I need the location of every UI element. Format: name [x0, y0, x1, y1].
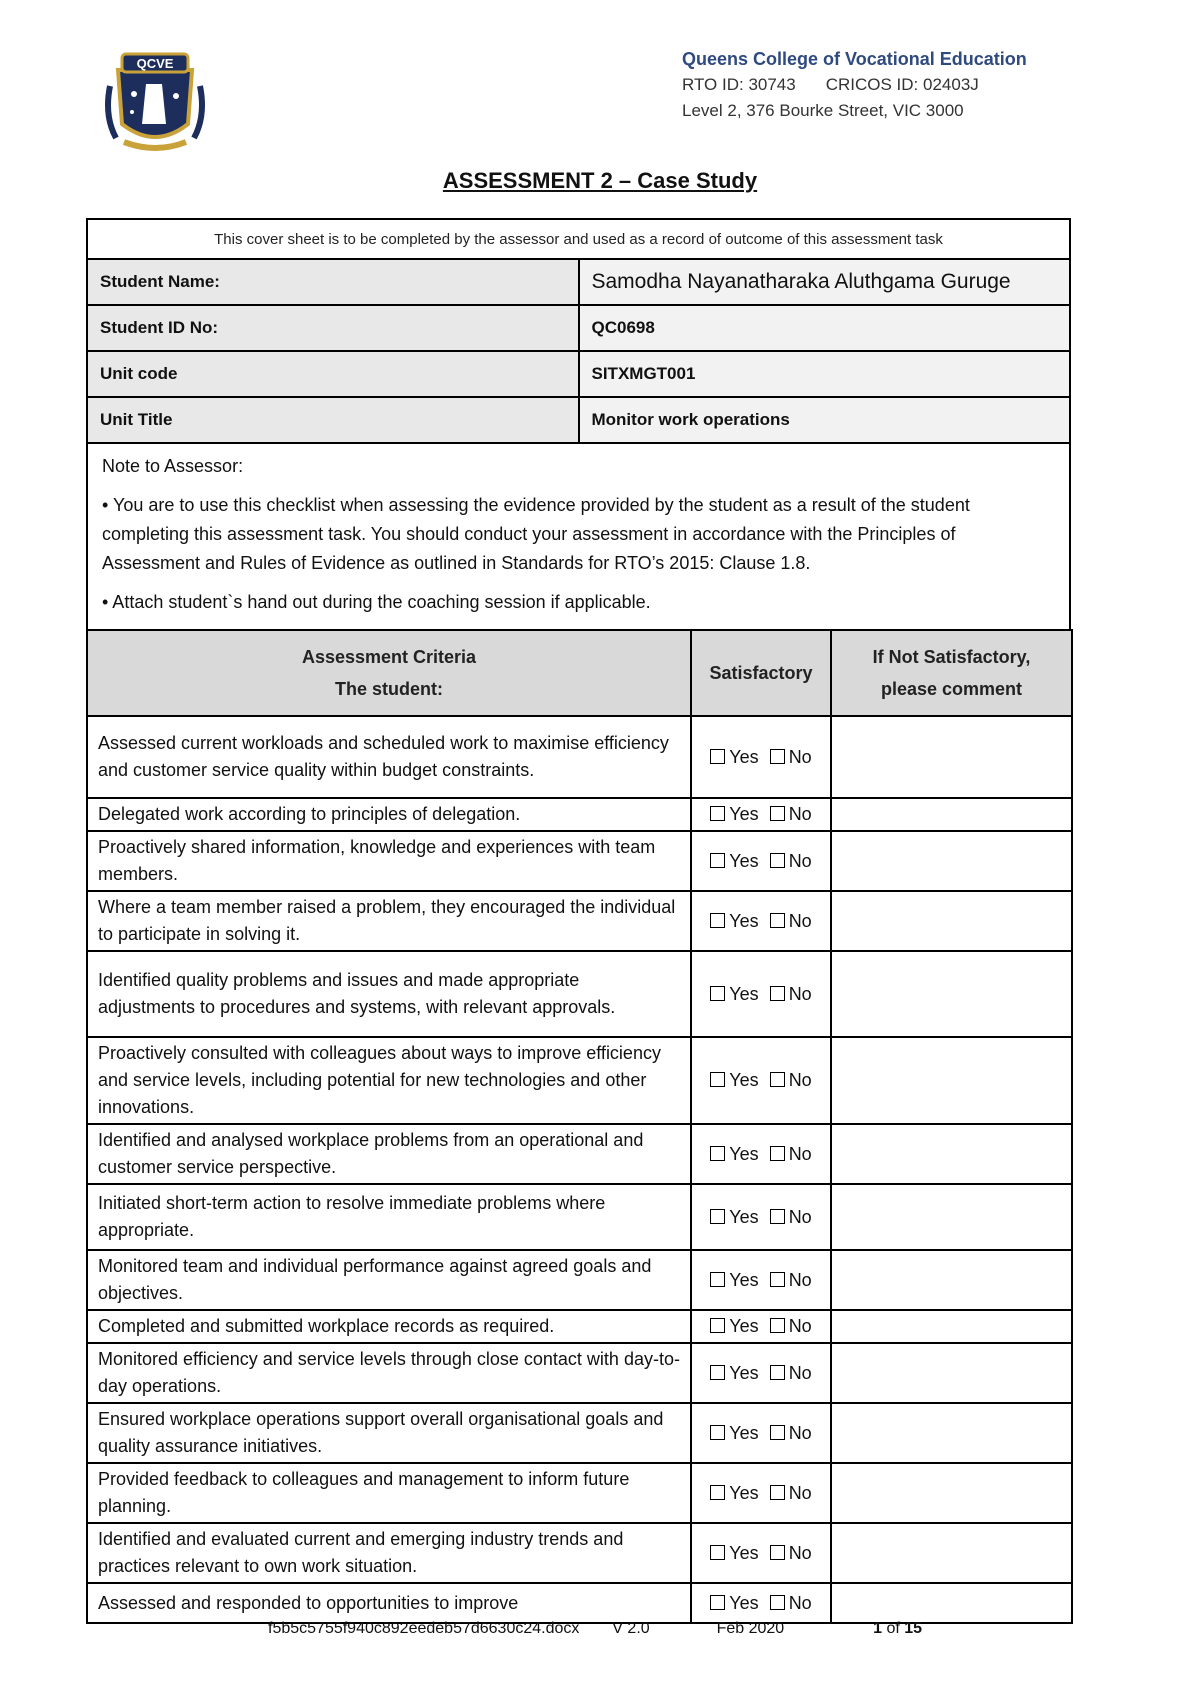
yes-label: Yes: [729, 804, 759, 824]
criteria-text: Monitored efficiency and service levels through close contact with day-to-day operations.: [87, 1343, 691, 1403]
unit-code-value: SITXMGT001: [579, 351, 1071, 397]
comment-cell[interactable]: [831, 798, 1072, 831]
college-info: [682, 46, 1027, 124]
footer-page-of: of: [886, 1620, 900, 1637]
satisfactory-cell: [691, 1463, 831, 1523]
yes-checkbox[interactable]: [710, 1318, 725, 1333]
criteria-text: Initiated short-term action to resolve immediate problems where appropriate.: [87, 1184, 691, 1250]
yes-checkbox[interactable]: [710, 1545, 725, 1560]
yes-label: Yes: [729, 1316, 759, 1336]
criteria-row: [87, 1523, 1072, 1583]
footer-page-current: 1: [873, 1620, 882, 1637]
criteria-text: Identified and analysed workplace problems from an operational and customer service perspective.: [87, 1124, 691, 1184]
yes-label: Yes: [729, 1362, 759, 1383]
no-label: No: [788, 804, 812, 824]
satisfactory-cell: [691, 831, 831, 891]
no-label: No: [788, 1269, 812, 1290]
comment-cell[interactable]: [831, 831, 1072, 891]
unit-title-value: Monitor work operations: [579, 397, 1071, 443]
yes-label: Yes: [729, 1070, 759, 1090]
satisfactory-cell: [691, 1583, 831, 1623]
comment-cell[interactable]: [831, 1037, 1072, 1124]
footer-filename: f5b5c5755f940c892eedeb57d6630c24.docx: [268, 1620, 580, 1637]
criteria-text: Assessed current workloads and scheduled work to maximise efficiency and customer service quality within budget constraints.: [87, 716, 691, 798]
no-checkbox[interactable]: [770, 913, 785, 928]
no-checkbox[interactable]: [770, 1272, 785, 1287]
no-checkbox[interactable]: [770, 1318, 785, 1333]
college-ids: [682, 72, 1027, 98]
satisfactory-cell: [691, 1343, 831, 1403]
criteria-table: [86, 629, 1073, 1624]
comment-cell[interactable]: [831, 1403, 1072, 1463]
yes-label: Yes: [729, 1542, 759, 1563]
cover-note: This cover sheet is to be completed by the assessor and used as a record of outcome of this assessment task: [87, 219, 1070, 259]
criteria-row: [87, 1403, 1072, 1463]
criteria-text: Assessed and responded to opportunities to improve: [87, 1583, 691, 1623]
yes-checkbox[interactable]: [710, 1485, 725, 1500]
yes-checkbox[interactable]: [710, 806, 725, 821]
yes-checkbox[interactable]: [710, 1365, 725, 1380]
criteria-row: [87, 951, 1072, 1037]
criteria-row: [87, 891, 1072, 951]
no-checkbox[interactable]: [770, 1545, 785, 1560]
no-label: No: [788, 1143, 812, 1164]
no-checkbox[interactable]: [770, 1146, 785, 1161]
no-label: No: [788, 850, 812, 871]
criteria-text: Monitored team and individual performance against agreed goals and objectives.: [87, 1250, 691, 1310]
yes-checkbox[interactable]: [710, 853, 725, 868]
no-checkbox[interactable]: [770, 1209, 785, 1224]
yes-checkbox[interactable]: [710, 1072, 725, 1087]
student-id-value: QC0698: [579, 305, 1071, 351]
criteria-text: Ensured workplace operations support overall organisational goals and quality assurance initiatives.: [87, 1403, 691, 1463]
comment-cell[interactable]: [831, 891, 1072, 951]
footer-version: V 2.0: [612, 1620, 650, 1637]
comment-cell[interactable]: [831, 951, 1072, 1037]
criteria-text: Delegated work according to principles of delegation.: [87, 798, 691, 831]
college-address: Level 2, 376 Bourke Street, VIC 3000: [682, 101, 964, 120]
logo-text: QCVE: [136, 56, 174, 71]
college-logo: [96, 46, 214, 158]
no-checkbox[interactable]: [770, 853, 785, 868]
criteria-row: [87, 798, 1072, 831]
yes-label: Yes: [729, 1269, 759, 1290]
no-label: No: [788, 1592, 812, 1613]
satisfactory-cell: [691, 1250, 831, 1310]
criteria-text: Provided feedback to colleagues and management to inform future planning.: [87, 1463, 691, 1523]
yes-checkbox[interactable]: [710, 1595, 725, 1610]
no-label: No: [788, 1206, 812, 1227]
comment-header-line2: please comment: [880, 679, 1023, 699]
rto-id: RTO ID: 30743: [682, 75, 796, 94]
satisfactory-cell: [691, 1523, 831, 1583]
comment-cell[interactable]: [831, 716, 1072, 798]
footer-page-total: 15: [904, 1620, 923, 1637]
criteria-row: [87, 1184, 1072, 1250]
criteria-row: [87, 1310, 1072, 1343]
criteria-text: Identified quality problems and issues and made appropriate adjustments to procedures and systems, with relevant approvals.: [87, 951, 691, 1037]
yes-label: Yes: [729, 1482, 759, 1503]
criteria-row: [87, 1463, 1072, 1523]
satisfactory-cell: [691, 1184, 831, 1250]
criteria-text: Proactively shared information, knowledge and experiences with team members.: [87, 831, 691, 891]
no-checkbox[interactable]: [770, 749, 785, 764]
no-label: No: [788, 1316, 812, 1336]
student-name-value: Samodha Nayanatharaka Aluthgama Guruge: [579, 259, 1071, 305]
yes-label: Yes: [729, 1422, 759, 1443]
student-name-label: Student Name:: [87, 259, 579, 305]
satisfactory-cell: [691, 951, 831, 1037]
criteria-text: Identified and evaluated current and emerging industry trends and practices relevant to own work situation.: [87, 1523, 691, 1583]
note-heading: Note to Assessor:: [102, 456, 244, 476]
satisfactory-cell: [691, 1037, 831, 1124]
criteria-row: [87, 1343, 1072, 1403]
criteria-text: Proactively consulted with colleagues about ways to improve efficiency and service levels, including potential for new technologies and other innovations.: [87, 1037, 691, 1124]
yes-label: Yes: [729, 1592, 759, 1613]
yes-checkbox[interactable]: [710, 1209, 725, 1224]
criteria-header-line2: The student:: [335, 679, 443, 699]
comment-cell[interactable]: [831, 1523, 1072, 1583]
yes-checkbox[interactable]: [710, 749, 725, 764]
page-footer: [268, 1620, 922, 1638]
comment-header-line1: If Not Satisfactory,: [872, 647, 1031, 667]
satisfactory-cell: [691, 716, 831, 798]
criteria-row: [87, 831, 1072, 891]
yes-label: Yes: [729, 1206, 759, 1227]
yes-label: Yes: [729, 850, 759, 871]
student-id-label: Student ID No:: [87, 305, 579, 351]
yes-checkbox[interactable]: [710, 913, 725, 928]
no-checkbox[interactable]: [770, 1595, 785, 1610]
document-title: ASSESSMENT 2 – Case Study: [442, 168, 758, 193]
criteria-row: [87, 716, 1072, 798]
satisfactory-cell: [691, 1403, 831, 1463]
yes-label: Yes: [729, 1143, 759, 1164]
satisfactory-cell: [691, 1310, 831, 1343]
yes-checkbox[interactable]: [710, 1146, 725, 1161]
comment-cell[interactable]: [831, 1250, 1072, 1310]
no-checkbox[interactable]: [770, 806, 785, 821]
satisfactory-header: Satisfactory: [691, 630, 831, 716]
criteria-row: [87, 1124, 1072, 1184]
comment-cell[interactable]: [831, 1124, 1072, 1184]
yes-label: Yes: [729, 746, 759, 767]
unit-code-label: Unit code: [87, 351, 579, 397]
no-label: No: [788, 1422, 812, 1443]
comment-cell[interactable]: [831, 1463, 1072, 1523]
criteria-row: [87, 1583, 1072, 1623]
comment-cell[interactable]: [831, 1184, 1072, 1250]
comment-cell[interactable]: [831, 1310, 1072, 1343]
yes-checkbox[interactable]: [710, 1272, 725, 1287]
no-label: No: [788, 910, 812, 931]
criteria-header-line1: Assessment Criteria: [301, 647, 477, 667]
comment-header: [831, 630, 1072, 716]
criteria-rows: [87, 716, 1072, 1623]
no-label: No: [788, 1362, 812, 1383]
satisfactory-cell: [691, 1124, 831, 1184]
unit-title-label: Unit Title: [87, 397, 579, 443]
no-label: No: [788, 1542, 812, 1563]
no-label: No: [788, 746, 812, 767]
no-checkbox[interactable]: [770, 1365, 785, 1380]
criteria-row: [87, 1037, 1072, 1124]
no-checkbox[interactable]: [770, 1072, 785, 1087]
no-label: No: [788, 983, 812, 1004]
comment-cell[interactable]: [831, 1583, 1072, 1623]
footer-date: Feb 2020: [716, 1620, 785, 1637]
note-to-assessor: [87, 443, 1070, 630]
no-checkbox[interactable]: [770, 986, 785, 1001]
yes-checkbox[interactable]: [710, 986, 725, 1001]
satisfactory-cell: [691, 798, 831, 831]
comment-cell[interactable]: [831, 1343, 1072, 1403]
criteria-text: Completed and submitted workplace records as required.: [87, 1310, 691, 1343]
cricos-id: CRICOS ID: 02403J: [825, 75, 979, 94]
no-checkbox[interactable]: [770, 1425, 785, 1440]
no-label: No: [788, 1070, 812, 1090]
yes-label: Yes: [729, 910, 759, 931]
satisfactory-cell: [691, 891, 831, 951]
yes-label: Yes: [729, 983, 759, 1004]
yes-checkbox[interactable]: [710, 1425, 725, 1440]
note-bullet-handout: • Attach student`s hand out during the coaching session if applicable.: [102, 592, 651, 612]
no-label: No: [788, 1482, 812, 1503]
criteria-row: [87, 1250, 1072, 1310]
college-name: Queens College of Vocational Education: [682, 49, 1027, 69]
no-checkbox[interactable]: [770, 1485, 785, 1500]
assessment-cover-sheet: [86, 218, 1071, 1624]
criteria-header: [87, 630, 691, 716]
note-bullet-checklist: • You are to use this checklist when assessing the evidence provided by the student as a result of the student completing this assessment task. You should conduct your assessment in accordance with the Principles of Assessment and Rules of Evidence as outlined in Standards for RTO’s 2015: Clause 1.8.: [102, 495, 970, 573]
criteria-text: Where a team member raised a problem, they encouraged the individual to participate in solving it.: [87, 891, 691, 951]
